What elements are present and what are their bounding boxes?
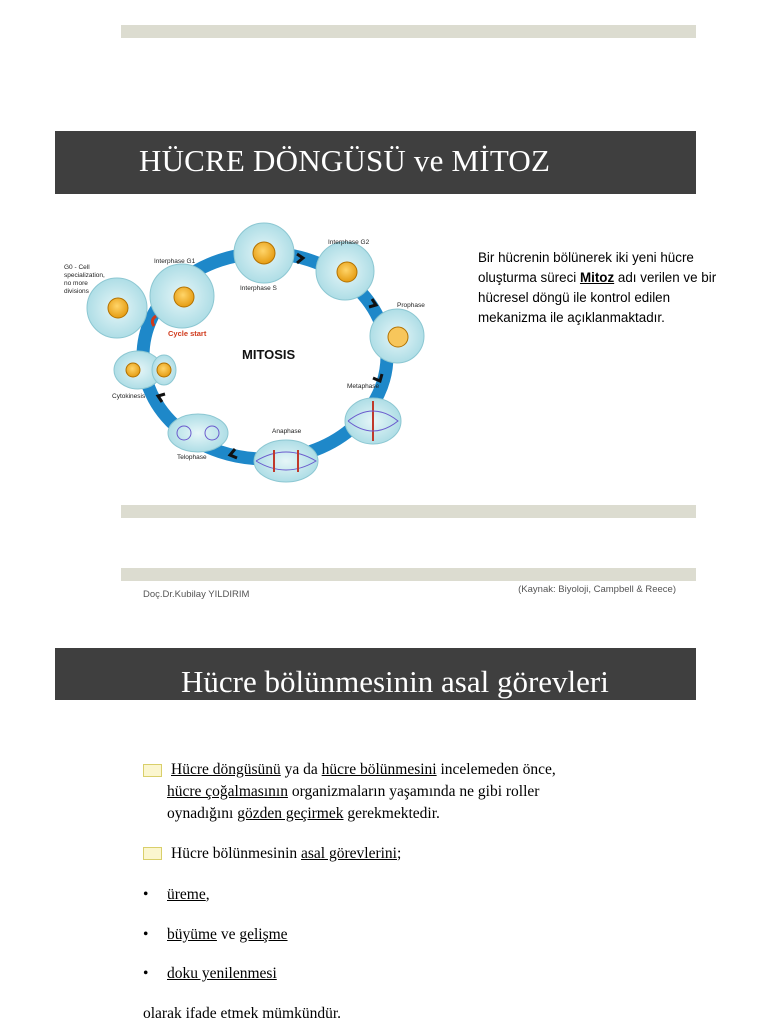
p2-c: ; [397,845,402,862]
description-before: Bir hücrenin bölünerek iki yeni hücre oluşturma süreci [478,250,694,285]
label-g0-line: divisions [64,288,89,295]
top-band [121,25,696,38]
label-g1: Interphase G1 [154,258,196,265]
label-g2: Interphase G2 [328,239,370,246]
cell-anaphase [254,440,318,482]
bottom-band [121,505,696,518]
bullet-3-text: doku yenilenmesi [167,965,277,982]
label-g0-line: G0 - Cell [64,264,90,271]
cell-telophase [168,414,228,452]
label-mitosis: MITOSIS [242,347,296,362]
label-s: Interphase S [240,285,277,292]
label-metaphase: Metaphase [347,383,380,390]
p1-d: incelemeden önce, [436,761,556,778]
p1-line2 [167,781,539,803]
bullet-1-tail: , [205,886,210,903]
p1-a: Hücre döngüsünü [171,761,281,778]
cell-s [234,223,294,283]
bullet-dot: • [143,886,149,903]
bullet-1 [143,884,210,906]
box-bullet-icon [143,847,162,860]
source-footer: (Kaynak: Biyoloji, Campbell & Reece) [518,584,676,595]
slide1-title: HÜCRE DÖNGÜSÜ ve MİTOZ [139,143,551,178]
label-cycle-start: Cycle start [168,329,207,338]
bullet-3 [143,963,277,985]
slide1-title-bar [55,131,696,194]
label-anaphase: Anaphase [272,428,302,435]
description-after: adı verilen ve bir hücresel döngü ile kontrol edilen mekanizma ile açıklanmaktadır. [478,270,717,325]
p1-i: gerekmektedir. [343,805,440,822]
bullet-2-text2: gelişme [239,926,288,943]
label-g0-line: specialization, [64,272,105,279]
cell-cycle-diagram [60,218,470,488]
cell-cytokinesis [114,351,176,389]
p1-c: hücre bölünmesini [321,761,437,778]
cell-prophase [370,309,424,363]
bullet-dot: • [143,926,149,943]
description-highlight: Mitoz [579,270,615,285]
label-cytokinesis: Cytokinesis [112,393,146,400]
box-bullet-icon [143,764,162,777]
label-g0-line: no more [64,280,88,287]
label-telophase: Telophase [177,454,207,461]
cell-g1 [150,264,214,328]
cell-g0 [87,278,147,338]
p1-g: oynadığını [167,805,238,822]
slide2-title: Hücre bölünmesinin asal görevleri [181,664,609,699]
bullet-2-text: büyüme [167,926,217,943]
p1-line1 [171,759,556,781]
bullet-dot: • [143,965,149,982]
slide1-description [478,248,738,328]
footer-band [121,568,696,581]
arrow-3 [373,374,382,381]
closing-text: olarak ifade etmek mümkündür. [143,1005,341,1022]
bullet-1-text: üreme [167,886,206,903]
p1-h: gözden geçirmek [237,805,344,822]
label-prophase: Prophase [397,302,425,309]
cell-g2 [316,242,374,300]
bullet-2 [143,924,288,946]
p1-e: hücre çoğalmasının [167,783,288,800]
p2-b: asal görevlerini [301,845,397,862]
p1-line3 [167,803,440,825]
author-footer: Doç.Dr.Kubilay YILDIRIM [143,589,250,600]
p2-line [171,843,401,865]
bullet-2-mid: ve [216,926,240,943]
p1-b: ya da [280,761,322,778]
p2-a: Hücre bölünmesinin [171,845,302,862]
p1-f: organizmaların yaşamında ne gibi roller [287,783,540,800]
slide2-title-bar [55,648,696,700]
cell-metaphase [345,398,401,444]
